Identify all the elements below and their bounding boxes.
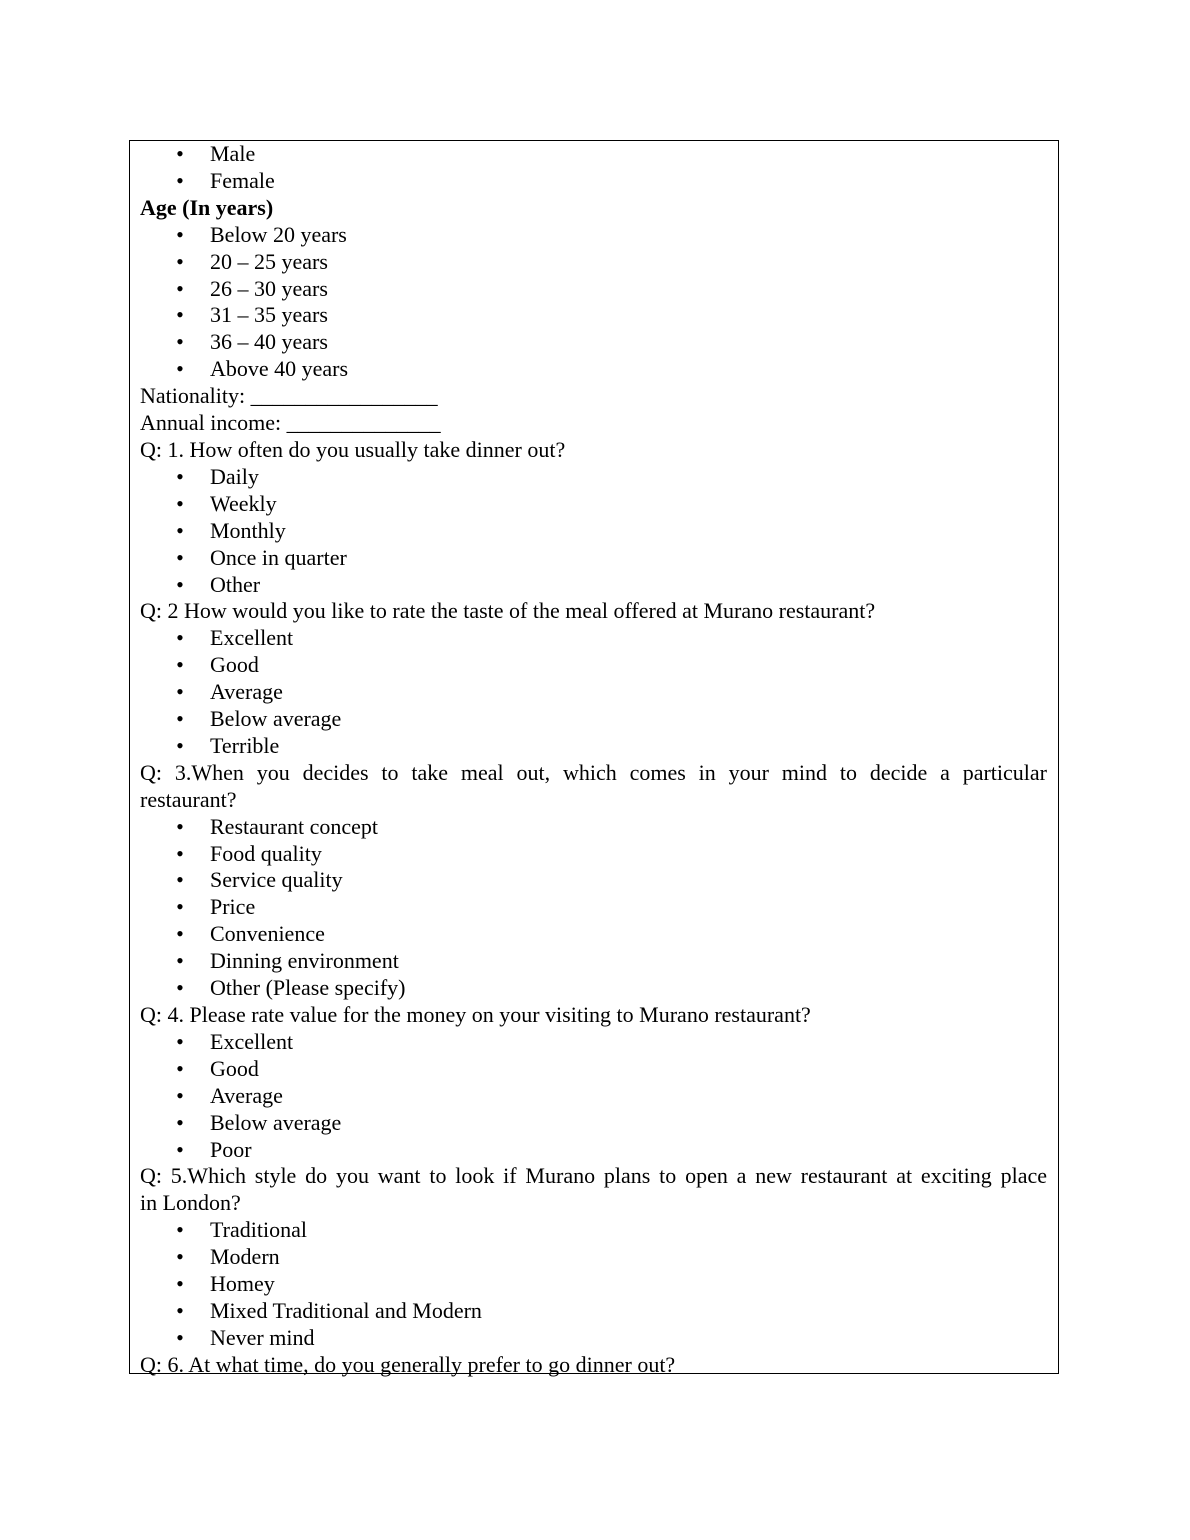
list-item: • Traditional <box>176 1217 307 1243</box>
bullet-icon: • <box>176 840 184 866</box>
question-1-options <box>140 464 1047 599</box>
list-item: • Poor <box>176 1136 252 1162</box>
list-item: • Never mind <box>176 1324 315 1350</box>
list-item: • Average <box>176 1082 283 1108</box>
bullet-icon: • <box>176 571 184 597</box>
bullet-icon: • <box>176 1324 184 1350</box>
bullet-icon: • <box>176 652 184 678</box>
question-4-options <box>140 1029 1047 1164</box>
list-item: • Terrible <box>176 732 280 758</box>
list-item: • Female <box>176 167 275 193</box>
list-item: • Monthly <box>176 517 286 543</box>
bullet-icon: • <box>176 544 184 570</box>
question-4: Q: 4. Please rate value for the money on your visiting to Murano restaurant? <box>140 1002 811 1027</box>
list-item: • 36 – 40 years <box>176 329 328 355</box>
question-3-line-1: Q: 3.When you decides to take meal out, which comes in your mind to decide a particular <box>140 759 1047 785</box>
gender-options <box>140 141 1047 195</box>
list-item: • Mixed Traditional and Modern <box>176 1297 482 1323</box>
bullet-icon: • <box>176 706 184 732</box>
list-item: • Once in quarter <box>176 544 347 570</box>
list-item: • Dinning environment <box>176 948 399 974</box>
bullet-icon: • <box>176 813 184 839</box>
bullet-icon: • <box>176 1297 184 1323</box>
list-item: • Male <box>176 141 256 166</box>
list-item: • 31 – 35 years <box>176 302 328 328</box>
bullet-icon: • <box>176 1028 184 1054</box>
list-item: • Homey <box>176 1271 275 1297</box>
question-1: Q: 1. How often do you usually take dinner out? <box>140 436 566 462</box>
bullet-icon: • <box>176 275 184 301</box>
bullet-icon: • <box>176 141 184 166</box>
bullet-icon: • <box>176 517 184 543</box>
list-item: • Restaurant concept <box>176 813 378 839</box>
list-item: • Average <box>176 679 283 705</box>
question-3-line-2: restaurant? <box>140 786 237 812</box>
list-item: • Food quality <box>176 840 322 866</box>
list-item: • Service quality <box>176 867 343 893</box>
bullet-icon: • <box>176 921 184 947</box>
question-6: Q: 6. At what time, do you generally prefer to go dinner out? <box>140 1351 676 1377</box>
list-item: • 20 – 25 years <box>176 248 328 274</box>
question-5-options <box>140 1217 1047 1352</box>
bullet-icon: • <box>176 1136 184 1162</box>
bullet-icon: • <box>176 975 184 1001</box>
bullet-icon: • <box>176 1244 184 1270</box>
list-item: • Excellent <box>176 1028 294 1054</box>
bullet-icon: • <box>176 248 184 274</box>
nationality-field: Nationality: _________________ <box>140 383 438 409</box>
list-item: • Good <box>176 652 259 678</box>
list-item: • Above 40 years <box>176 356 349 382</box>
list-item: • Below average <box>176 1109 342 1135</box>
bullet-icon: • <box>176 167 184 193</box>
question-5-line-2: in London? <box>140 1190 241 1216</box>
bullet-icon: • <box>176 732 184 758</box>
questionnaire-box <box>129 140 1059 1377</box>
list-item: • Convenience <box>176 921 325 947</box>
list-item: • Excellent <box>176 625 294 651</box>
question-5-line-1: Q: 5.Which style do you want to look if Murano plans to open a new restaurant at exciting place <box>140 1163 1047 1189</box>
bullet-icon: • <box>176 356 184 382</box>
list-item: • Other <box>176 571 261 597</box>
bullet-icon: • <box>176 1271 184 1297</box>
list-item: • Below average <box>176 706 342 732</box>
bullet-icon: • <box>176 302 184 328</box>
list-item: • Other (Please specify) <box>176 975 406 1001</box>
question-2-options <box>140 625 1047 760</box>
age-heading: Age (In years) <box>140 194 274 220</box>
bullet-icon: • <box>176 1082 184 1108</box>
bullet-icon: • <box>176 1217 184 1243</box>
list-item: • Modern <box>176 1244 280 1270</box>
question-3-options <box>140 814 1047 1002</box>
bullet-icon: • <box>176 948 184 974</box>
age-options <box>140 222 1047 383</box>
bullet-icon: • <box>176 329 184 355</box>
bullet-icon: • <box>176 867 184 893</box>
bullet-icon: • <box>176 1109 184 1135</box>
bullet-icon: • <box>176 679 184 705</box>
list-item: • Price <box>176 894 256 920</box>
bullet-icon: • <box>176 894 184 920</box>
list-item: • Daily <box>176 463 259 489</box>
bullet-icon: • <box>176 463 184 489</box>
list-item: • Below 20 years <box>176 221 347 247</box>
list-item: • Weekly <box>176 490 277 516</box>
bullet-icon: • <box>176 625 184 651</box>
question-2: Q: 2 How would you like to rate the taste of the meal offered at Murano restaurant? <box>140 598 876 624</box>
list-item: • Good <box>176 1055 259 1081</box>
bullet-icon: • <box>176 490 184 516</box>
bullet-icon: • <box>176 1055 184 1081</box>
annual-income-field: Annual income: ______________ <box>140 410 441 436</box>
list-item: • 26 – 30 years <box>176 275 328 301</box>
bullet-icon: • <box>176 221 184 247</box>
